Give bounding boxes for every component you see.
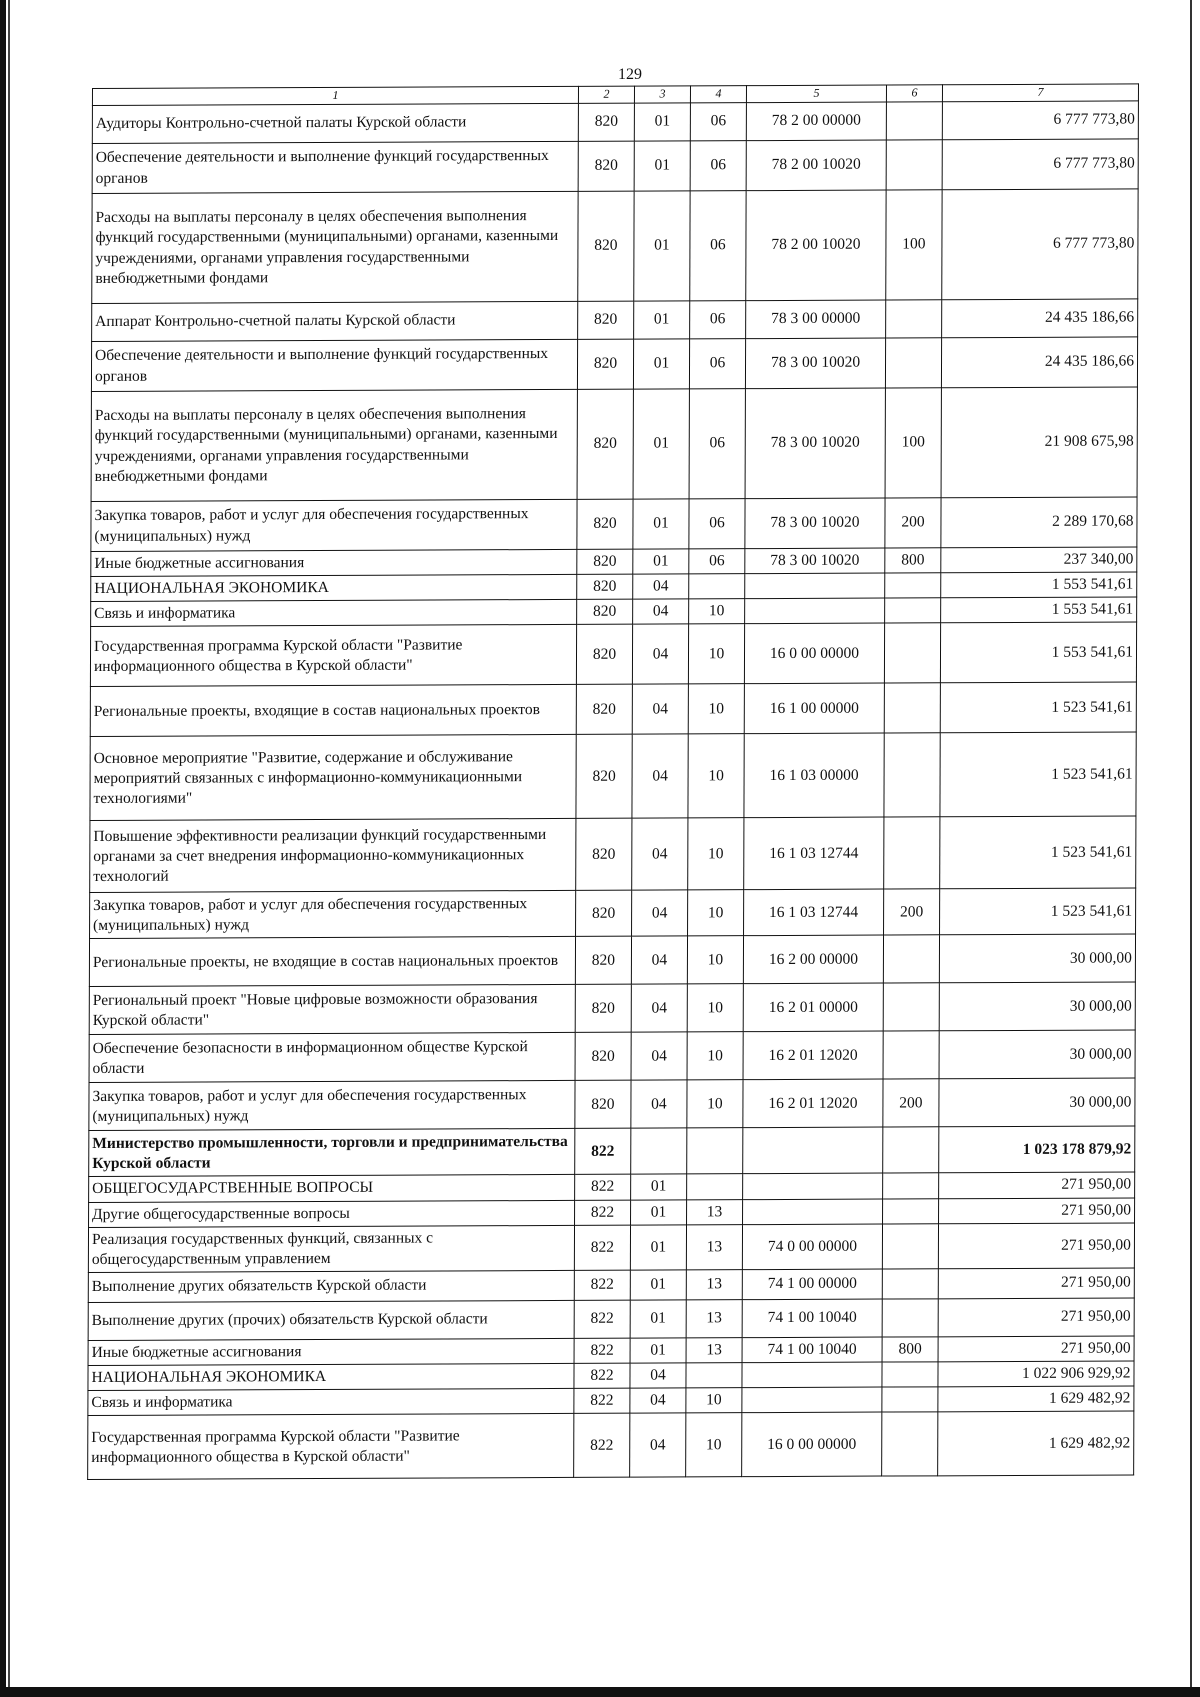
row-ministry-code: 820 [575,985,631,1033]
table-row [90,816,1136,893]
row-name: Закупка товаров, работ и услуг для обеспечения государственных (муниципальных) нужд [89,1081,575,1131]
row-expense-type: 100 [885,388,941,498]
row-section: 01 [633,389,689,499]
table-row [92,189,1138,304]
row-target-item: 74 1 00 10040 [742,1299,882,1338]
page-number: 129 [618,66,642,83]
row-subsection: 10 [686,1413,742,1477]
row-amount: 1 523 541,61 [940,732,1136,817]
row-expense-type [885,598,941,623]
row-amount: 2 289 170,68 [941,497,1137,548]
table-row [89,1030,1135,1083]
row-expense-type [884,733,940,817]
row-amount: 1 629 482,92 [938,1386,1134,1412]
row-section: 01 [634,103,690,141]
row-target-item: 16 1 03 00000 [744,733,884,818]
row-subsection: 06 [689,389,745,499]
row-amount: 6 777 773,80 [942,101,1138,140]
row-name: НАЦИОНАЛЬНАЯ ЭКОНОМИКА [88,1364,574,1391]
row-expense-type [883,935,939,983]
row-expense-type [886,300,942,338]
row-ministry-code: 820 [577,574,633,599]
row-section: 01 [630,1338,686,1363]
row-expense-type [883,1198,939,1223]
row-ministry-code: 820 [578,103,634,141]
row-expense-type [882,1299,938,1337]
table-row [89,1078,1135,1131]
table-row [89,982,1135,1035]
row-name: НАЦИОНАЛЬНАЯ ЭКОНОМИКА [91,575,577,602]
row-target-item: 78 3 00 10020 [745,388,885,499]
scan-border-left-inner [8,0,10,1697]
row-section: 01 [630,1225,686,1271]
budget-sheet [87,83,1138,1480]
row-amount: 1 523 541,61 [940,816,1136,889]
row-expense-type [886,102,942,140]
row-ministry-code: 820 [577,389,633,499]
row-amount: 271 950,00 [938,1336,1134,1362]
row-name: Государственная программа Курской области "Развитие информационного общества в Курской области" [88,1414,574,1480]
row-target-item: 74 0 00 00000 [742,1224,882,1270]
row-name: Аудиторы Контрольно-счетной палаты Курской области [92,103,578,143]
row-subsection: 10 [687,984,743,1032]
row-amount: 271 950,00 [939,1198,1135,1224]
row-name: Региональный проект "Новые цифровые возможности образования Курской области" [89,985,575,1035]
column-number-4: 4 [690,86,746,103]
row-name: Закупка товаров, работ и услуг для обеспечения государственных (муниципальных) нужд [91,499,577,551]
row-amount: 1 523 541,61 [940,888,1136,935]
table-row [88,1298,1134,1341]
row-expense-type [886,140,942,190]
row-target-item: 16 1 00 00000 [744,683,884,734]
scan-border-left [0,0,6,1697]
row-ministry-code: 820 [576,819,632,891]
row-expense-type: 800 [882,1337,938,1362]
row-subsection: 10 [688,684,744,734]
row-section: 01 [630,1270,686,1300]
row-target-item: 78 3 00 10020 [745,338,885,389]
table-row [90,682,1136,737]
row-amount: 1 023 178 879,92 [939,1126,1135,1173]
row-expense-type [882,1387,938,1412]
row-amount: 21 908 675,98 [941,387,1137,498]
row-section: 04 [633,599,689,624]
row-name: Обеспечение деятельности и выполнение функций государственных органов [91,339,577,391]
row-amount: 30 000,00 [939,1078,1135,1127]
row-ministry-code: 822 [575,1175,631,1200]
row-amount: 1 523 541,61 [940,682,1136,733]
row-section: 01 [631,1199,687,1224]
row-subsection: 06 [689,339,745,389]
row-target-item: 16 1 03 12744 [744,817,884,890]
row-expense-type: 200 [885,498,941,548]
row-amount: 6 777 773,80 [942,139,1138,190]
column-number-1: 1 [92,86,578,105]
row-subsection [689,574,745,599]
column-number-7: 7 [942,84,1138,102]
row-expense-type [883,1031,939,1079]
table-row [91,387,1137,502]
row-amount: 1 022 906 929,92 [938,1361,1134,1387]
row-target-item: 16 2 01 00000 [743,983,883,1032]
row-subsection: 06 [689,549,745,574]
row-target-item: 16 2 01 12020 [743,1031,883,1080]
table-row [90,622,1136,687]
row-target-item: 16 2 01 12020 [743,1079,883,1128]
row-section: 01 [633,339,689,389]
row-target-item: 16 2 00 00000 [743,935,883,984]
row-subsection: 10 [687,936,743,984]
row-amount: 1 553 541,61 [940,622,1136,683]
row-name: Выполнение других (прочих) обязательств Курской области [88,1300,574,1340]
scan-border-right [1190,0,1192,1697]
row-ministry-code: 820 [578,301,634,339]
row-section: 04 [630,1363,686,1388]
row-name: Связь и информатика [91,600,577,627]
row-name: Министерство промышленности, торговли и предпринимательства Курской области [89,1129,575,1177]
row-target-item: 78 3 00 00000 [746,300,886,339]
row-target-item [742,1387,882,1413]
row-subsection: 06 [690,191,746,301]
table-row [90,888,1136,939]
row-expense-type [882,1224,938,1270]
row-subsection: 10 [689,599,745,624]
column-number-3: 3 [634,86,690,103]
table-row [92,101,1138,144]
row-section: 04 [631,1032,687,1080]
table-row [88,1223,1134,1273]
row-section: 04 [632,734,688,818]
column-number-5: 5 [746,85,886,103]
row-ministry-code: 820 [578,191,634,301]
row-ministry-code: 820 [576,685,632,735]
row-section: 01 [634,141,690,191]
row-expense-type [885,573,941,598]
row-amount: 237 340,00 [941,547,1137,573]
row-target-item [743,1127,883,1174]
row-subsection: 06 [690,301,746,339]
row-name: Региональные проекты, входящие в состав национальных проектов [90,685,576,737]
row-amount: 271 950,00 [938,1223,1134,1269]
row-name: Региональные проекты, не входящие в состав национальных проектов [89,937,575,987]
row-amount: 30 000,00 [939,982,1135,1031]
row-name: Основное мероприятие "Развитие, содержание и обслуживание мероприятий связанных с информационно-коммуникационными технологиями" [90,735,576,821]
row-ministry-code: 820 [576,625,632,685]
row-ministry-code: 820 [577,339,633,389]
row-section: 01 [630,1300,686,1338]
row-ministry-code: 820 [576,735,632,819]
row-amount: 1 553 541,61 [941,597,1137,623]
row-subsection: 10 [687,1080,743,1128]
row-subsection: 10 [688,624,744,684]
row-ministry-code: 822 [575,1129,631,1175]
row-ministry-code: 822 [574,1388,630,1413]
table-row [88,1411,1134,1480]
row-amount: 30 000,00 [939,934,1135,983]
row-amount: 24 435 186,66 [941,337,1137,388]
row-subsection: 10 [686,1388,742,1413]
row-expense-type [883,1127,939,1173]
row-section: 04 [632,818,688,890]
row-target-item: 78 3 00 10020 [745,498,885,549]
row-name: Обеспечение деятельности и выполнение функций государственных органов [92,141,578,193]
row-ministry-code: 820 [575,937,631,985]
row-amount: 271 950,00 [938,1298,1134,1337]
row-target-item [745,573,885,599]
row-target-item: 78 3 00 10020 [745,548,885,574]
row-expense-type: 800 [885,548,941,573]
row-subsection [686,1363,742,1388]
row-subsection: 13 [686,1224,742,1270]
row-amount: 24 435 186,66 [942,299,1138,338]
row-expense-type [884,623,940,683]
row-name: Повышение эффективности реализации функций государственными органами за счет внедрения информационно-коммуникационных технологий [90,819,576,893]
row-subsection [687,1128,743,1174]
budget-table [87,83,1139,1480]
row-ministry-code: 822 [574,1270,630,1300]
row-subsection: 10 [688,890,744,936]
row-target-item: 16 0 00 00000 [742,1412,882,1477]
row-section: 04 [631,984,687,1032]
row-name: Расходы на выплаты персоналу в целях обеспечения выполнения функций государственными (муниципальными) органами, казенными учреждениями, органами управления государственными внебюджетными фондами [92,191,578,303]
row-expense-type: 200 [884,889,940,935]
row-section: 04 [632,890,688,936]
row-name: Иные бюджетные ассигнования [88,1338,574,1365]
row-target-item: 74 1 00 10040 [742,1337,882,1363]
table-row [91,497,1137,552]
row-target-item [743,1173,883,1199]
budget-table-body [88,101,1139,1480]
row-name: Государственная программа Курской области "Развитие информационного общества в Курской области" [90,625,576,687]
row-subsection: 10 [687,1032,743,1080]
row-expense-type [884,817,940,889]
row-section [631,1128,687,1174]
row-subsection: 13 [686,1300,742,1338]
row-name: Закупка товаров, работ и услуг для обеспечения государственных (муниципальных) нужд [90,891,576,939]
row-subsection: 13 [687,1199,743,1224]
row-ministry-code: 820 [578,141,634,191]
row-expense-type [882,1362,938,1387]
row-name: Реализация государственных функций, связанных с общегосударственным управлением [88,1225,574,1272]
row-target-item [743,1199,883,1225]
row-subsection [687,1174,743,1199]
row-ministry-code: 822 [574,1414,630,1478]
row-target-item: 78 2 00 00000 [746,102,886,141]
row-target-item [745,598,885,624]
row-section: 04 [631,1080,687,1128]
row-section: 01 [631,1174,687,1199]
row-ministry-code: 822 [574,1363,630,1388]
row-name: ОБЩЕГОСУДАРСТВЕННЫЕ ВОПРОСЫ [89,1175,575,1202]
row-expense-type: 100 [886,190,942,300]
table-row [91,337,1137,392]
row-amount: 271 950,00 [938,1268,1134,1299]
row-ministry-code: 820 [576,891,632,937]
row-name: Аппарат Контрольно-счетной палаты Курской области [92,301,578,341]
row-subsection: 06 [689,499,745,549]
row-expense-type [883,983,939,1031]
row-section: 04 [632,624,688,684]
row-target-item [742,1362,882,1388]
row-ministry-code: 822 [574,1225,630,1271]
row-expense-type [882,1412,938,1476]
row-section: 04 [630,1413,686,1477]
row-subsection: 13 [686,1270,742,1300]
table-row [89,1126,1135,1177]
row-section: 01 [634,301,690,339]
row-ministry-code: 820 [577,499,633,549]
row-target-item: 16 0 00 00000 [744,623,884,684]
row-name: Иные бюджетные ассигнования [91,549,577,576]
table-row [92,299,1138,342]
column-number-2: 2 [578,86,634,103]
row-amount: 30 000,00 [939,1030,1135,1079]
row-expense-type [882,1269,938,1299]
row-target-item: 78 2 00 10020 [746,190,886,301]
row-section: 01 [633,549,689,574]
row-name: Выполнение других обязательств Курской области [88,1270,574,1302]
row-expense-type: 200 [883,1079,939,1127]
row-ministry-code: 822 [574,1300,630,1338]
row-section: 04 [631,936,687,984]
row-expense-type [885,338,941,388]
row-subsection: 10 [688,818,744,890]
table-row [90,732,1136,821]
row-subsection: 06 [690,103,746,141]
row-target-item: 16 1 03 12744 [744,889,884,936]
row-ministry-code: 820 [577,549,633,574]
row-amount: 1 629 482,92 [938,1411,1134,1476]
table-row [89,934,1135,987]
row-section: 04 [630,1388,686,1413]
row-amount: 271 950,00 [939,1172,1135,1198]
scan-border-bottom [0,1687,1200,1697]
row-subsection: 10 [688,734,744,818]
row-section: 04 [632,684,688,734]
row-name: Связь и информатика [88,1389,574,1416]
column-number-6: 6 [886,85,942,102]
row-name: Другие общегосударственные вопросы [89,1200,575,1227]
row-subsection: 06 [690,141,746,191]
row-expense-type [883,1173,939,1198]
row-section: 01 [634,191,690,301]
row-subsection: 13 [686,1338,742,1363]
row-amount: 1 553 541,61 [941,572,1137,598]
row-target-item: 74 1 00 00000 [742,1269,882,1300]
row-amount: 6 777 773,80 [942,189,1138,300]
row-ministry-code: 820 [575,1033,631,1081]
row-expense-type [884,683,940,733]
row-ministry-code: 820 [577,599,633,624]
row-ministry-code: 822 [574,1338,630,1363]
table-row [92,139,1138,194]
row-section: 04 [633,574,689,599]
row-ministry-code: 822 [575,1200,631,1225]
row-name: Обеспечение безопасности в информационном обществе Курской области [89,1033,575,1083]
row-ministry-code: 820 [575,1081,631,1129]
row-name: Расходы на выплаты персоналу в целях обеспечения выполнения функций государственными (муниципальными) органами, казенными учреждениями, органами управления государственными внебюджетными фондами [91,389,577,501]
row-target-item: 78 2 00 10020 [746,140,886,191]
table-row [88,1268,1134,1303]
row-section: 01 [633,499,689,549]
